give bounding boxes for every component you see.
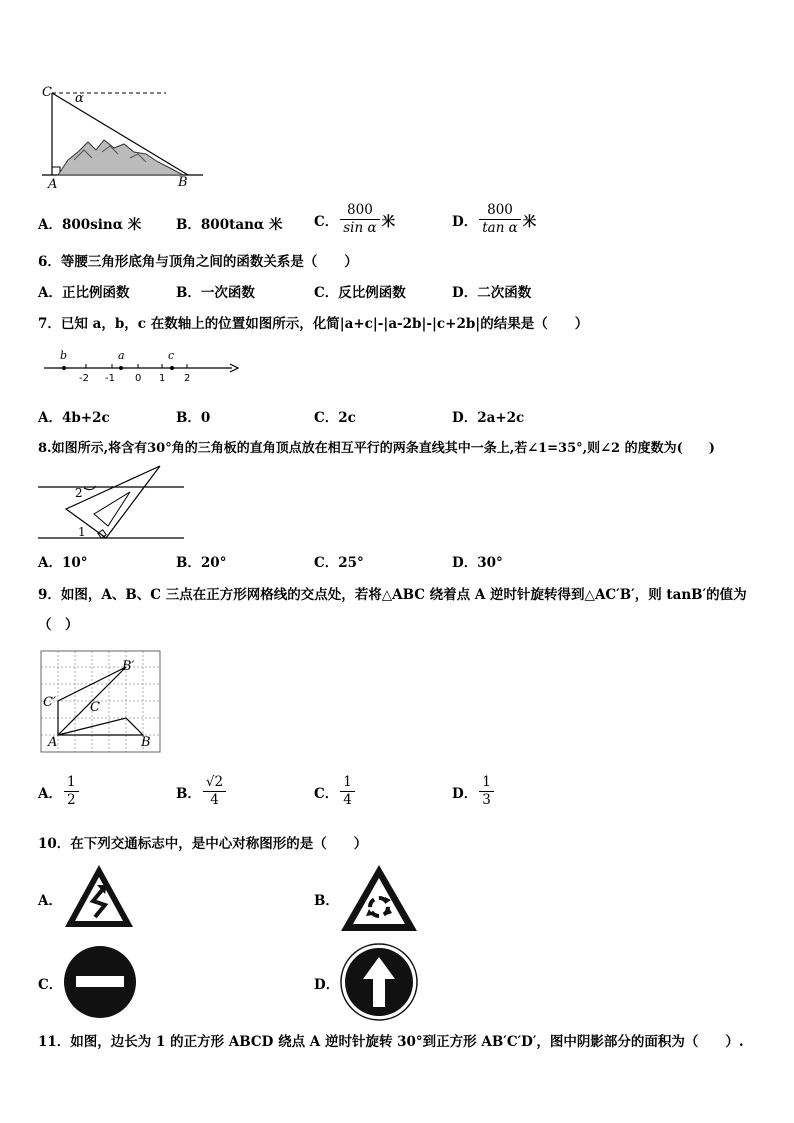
q9-option-d-prefix: D． (452, 785, 478, 802)
q9-label-b: B (141, 735, 151, 750)
q5-option-d-unit: 米 (522, 213, 537, 230)
q7-tick-2: 2 (184, 373, 191, 384)
q5-option-b: B．800tanα 米 (176, 217, 283, 233)
q8-option-b: B．20° (176, 555, 227, 571)
q9-label-c-prime: C′ (43, 695, 56, 710)
q9-option-d (452, 774, 496, 809)
q9-option-b-prefix: B． (176, 785, 201, 802)
q5-option-c-num: 800 (340, 202, 379, 220)
q10-option-c-label: C． (38, 977, 63, 993)
q8-figure (38, 462, 188, 542)
q5-option-c-den: sin α (343, 220, 377, 236)
q7-text: 7．已知 a，b，c 在数轴上的位置如图所示，化简|a+c|-|a-2b|-|c+2b|的结果是（ ） (38, 316, 589, 332)
q5-option-d-num: 800 (479, 202, 521, 220)
fig5-label-c: C (42, 85, 52, 100)
fig5-label-a: A (48, 177, 58, 192)
q10-option-a-label: A． (38, 893, 62, 909)
q9-grid-figure (40, 650, 166, 756)
q5-option-c (314, 202, 395, 237)
q6-option-a: A．正比例函数 (38, 285, 130, 301)
q7-option-b: B．0 (176, 410, 211, 426)
q9-option-a-num: 1 (64, 774, 79, 792)
q9-option-a-prefix: A． (38, 785, 62, 802)
q7-option-c: C．2c (314, 410, 356, 426)
q6-option-d: D．二次函数 (452, 285, 532, 301)
q6-option-c: C．反比例函数 (314, 285, 406, 301)
q10-option-b-label: B． (314, 893, 339, 909)
q10-sign-b-roundabout (339, 861, 419, 933)
q5-option-c-prefix: C． (314, 213, 339, 230)
q5-figure (38, 80, 208, 190)
q9-text-line2: （ ） (38, 617, 79, 633)
q5-option-d-prefix: D． (452, 213, 478, 230)
q7-point-b-label: b (60, 349, 68, 362)
q7-tick-0: 0 (135, 373, 142, 384)
q9-label-b-prime: B′ (122, 659, 135, 674)
q11-text: 11．如图，边长为 1 的正方形 ABCD 绕点 A 逆时针旋转 30°到正方形 AB′C′D′，图中阴影部分的面积为（ ）. (38, 1034, 744, 1050)
q7-option-a: A．4b+2c (38, 410, 110, 426)
q8-option-d: D．30° (452, 555, 503, 571)
q8-option-a: A．10° (38, 555, 88, 571)
q9-text: 9．如图，A、B、C 三点在正方形网格线的交点处，若将△ABC 绕着点 A 逆时针旋转得到△AC′B′，则 tanB′的值为 (38, 587, 747, 603)
q6-option-b: B．一次函数 (176, 285, 255, 301)
q9-label-c: C (90, 700, 100, 715)
q9-option-d-num: 1 (479, 774, 494, 792)
q8-angle-1-label: 1 (78, 525, 86, 539)
q10-text: 10．在下列交通标志中，是中心对称图形的是（ ） (38, 836, 368, 852)
q5-option-d (452, 202, 536, 237)
q7-tick-1: 1 (159, 373, 166, 384)
q10-sign-c-no-entry (61, 945, 139, 1019)
q5-option-d-den: tan α (482, 220, 518, 236)
q9-option-b-den: 4 (210, 792, 219, 808)
q10-sign-a-double-bend (63, 861, 135, 931)
q9-option-c-num: 1 (340, 774, 355, 792)
q9-option-a-den: 2 (66, 792, 76, 808)
q9-option-b (176, 774, 228, 809)
q10-option-d-label: D． (314, 977, 340, 993)
q8-text: 8.如图所示,将含有30°角的三角板的直角顶点放在相互平行的两条直线其中一条上,若∠1=35°,则∠2 的度数为( ) (38, 441, 715, 456)
fig5-label-alpha: α (75, 91, 84, 106)
q7-option-d: D．2a+2c (452, 410, 525, 426)
q7-number-line (44, 345, 244, 387)
q8-option-c: C．25° (314, 555, 364, 571)
q7-tick-neg1: -1 (105, 373, 115, 384)
q5-option-c-unit: 米 (381, 213, 396, 230)
q7-point-c-label: c (168, 349, 175, 362)
q5-option-a: A．800sinα 米 (38, 217, 142, 233)
q9-option-a (38, 774, 81, 809)
q9-option-c-prefix: C． (314, 785, 339, 802)
q9-option-b-num: √2 (203, 774, 226, 792)
q10-sign-d-straight-ahead (339, 943, 419, 1021)
q7-point-a-label: a (118, 349, 125, 362)
q9-option-d-den: 3 (482, 792, 491, 808)
q8-angle-2-label: 2 (75, 486, 83, 500)
q7-tick-neg2: -2 (79, 373, 89, 384)
fig5-label-b: B (178, 175, 188, 190)
q6-text: 6．等腰三角形底角与顶角之间的函数关系是（ ） (38, 254, 358, 270)
q9-option-c (314, 774, 357, 809)
q9-option-c-den: 4 (343, 792, 352, 808)
q9-label-a: A (48, 735, 58, 750)
